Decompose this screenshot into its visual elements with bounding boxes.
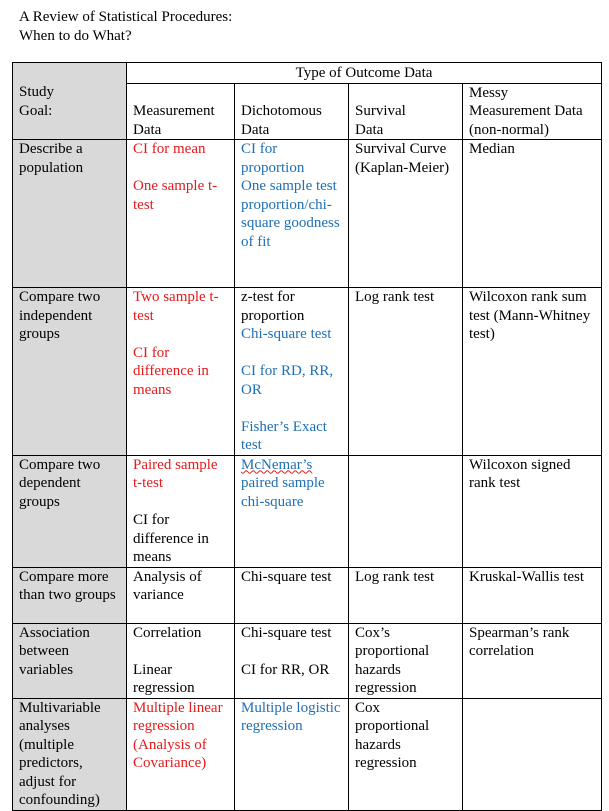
survival-cell: Survival Curve (Kaplan-Meier) [349, 140, 463, 288]
table-row [13, 140, 602, 288]
goal-cell: Describe a population [13, 140, 127, 288]
document-title [19, 8, 232, 46]
messy-cell: Kruskal-Wallis test [463, 567, 602, 623]
table-row [13, 567, 602, 623]
procedures-table [12, 62, 602, 811]
survival-cell: Log rank test [349, 288, 463, 456]
measurement-cell: Two sample t-test CI for difference in means [127, 288, 235, 456]
measurement-cell: Multiple linear regression (Analysis of Covariance) [127, 698, 235, 810]
messy-cell: Wilcoxon signed rank test [463, 455, 602, 567]
study-goal-header: Study Goal: [13, 63, 127, 140]
col-header-messy: Messy Measurement Data (non-normal) [463, 83, 602, 140]
survival-cell [349, 455, 463, 567]
table-row [13, 455, 602, 567]
goal-cell: Compare two independent groups [13, 288, 127, 456]
table-row [13, 288, 602, 456]
messy-cell: Median [463, 140, 602, 288]
messy-cell: Spearman’s rank correlation [463, 623, 602, 698]
survival-cell: Cox proportional hazards regression [349, 698, 463, 810]
dichotomous-cell: Chi-square test CI for RR, OR [235, 623, 349, 698]
outcome-data-header: Type of Outcome Data [127, 63, 602, 84]
dichotomous-cell: Chi-square test [235, 567, 349, 623]
table-row [13, 623, 602, 698]
table-row [13, 698, 602, 810]
measurement-cell: CI for mean One sample t-test [127, 140, 235, 288]
goal-cell: Compare more than two groups [13, 567, 127, 623]
col-header-survival: Survival Data [349, 83, 463, 140]
measurement-cell: Analysis of variance [127, 567, 235, 623]
goal-cell: Association between variables [13, 623, 127, 698]
header-row-top [13, 63, 602, 84]
dichotomous-cell: Multiple logistic regression [235, 698, 349, 810]
title-line-2: When to do What? [19, 28, 132, 44]
messy-cell: Wilcoxon rank sum test (Mann-Whitney test) [463, 288, 602, 456]
survival-cell: Cox’s proportional hazards regression [349, 623, 463, 698]
measurement-cell: Correlation Linear regression [127, 623, 235, 698]
dichotomous-cell: z-test for proportion Chi-square test CI for RD, RR, OR Fisher’s Exact test [235, 288, 349, 456]
dichotomous-cell: McNemar’s paired sample chi-square [235, 455, 349, 567]
survival-cell: Log rank test [349, 567, 463, 623]
col-header-dichotomous: Dichotomous Data [235, 83, 349, 140]
title-line-1: A Review of Statistical Procedures: [19, 9, 233, 25]
goal-cell: Multivariable analyses (multiple predictors, adjust for confounding) [13, 698, 127, 810]
col-header-measurement: Measurement Data [127, 83, 235, 140]
goal-cell: Compare two dependent groups [13, 455, 127, 567]
measurement-cell: Paired sample t-test CI for difference in means [127, 455, 235, 567]
messy-cell [463, 698, 602, 810]
dichotomous-cell: CI for proportion One sample test proportion/chi-square goodness of fit [235, 140, 349, 288]
